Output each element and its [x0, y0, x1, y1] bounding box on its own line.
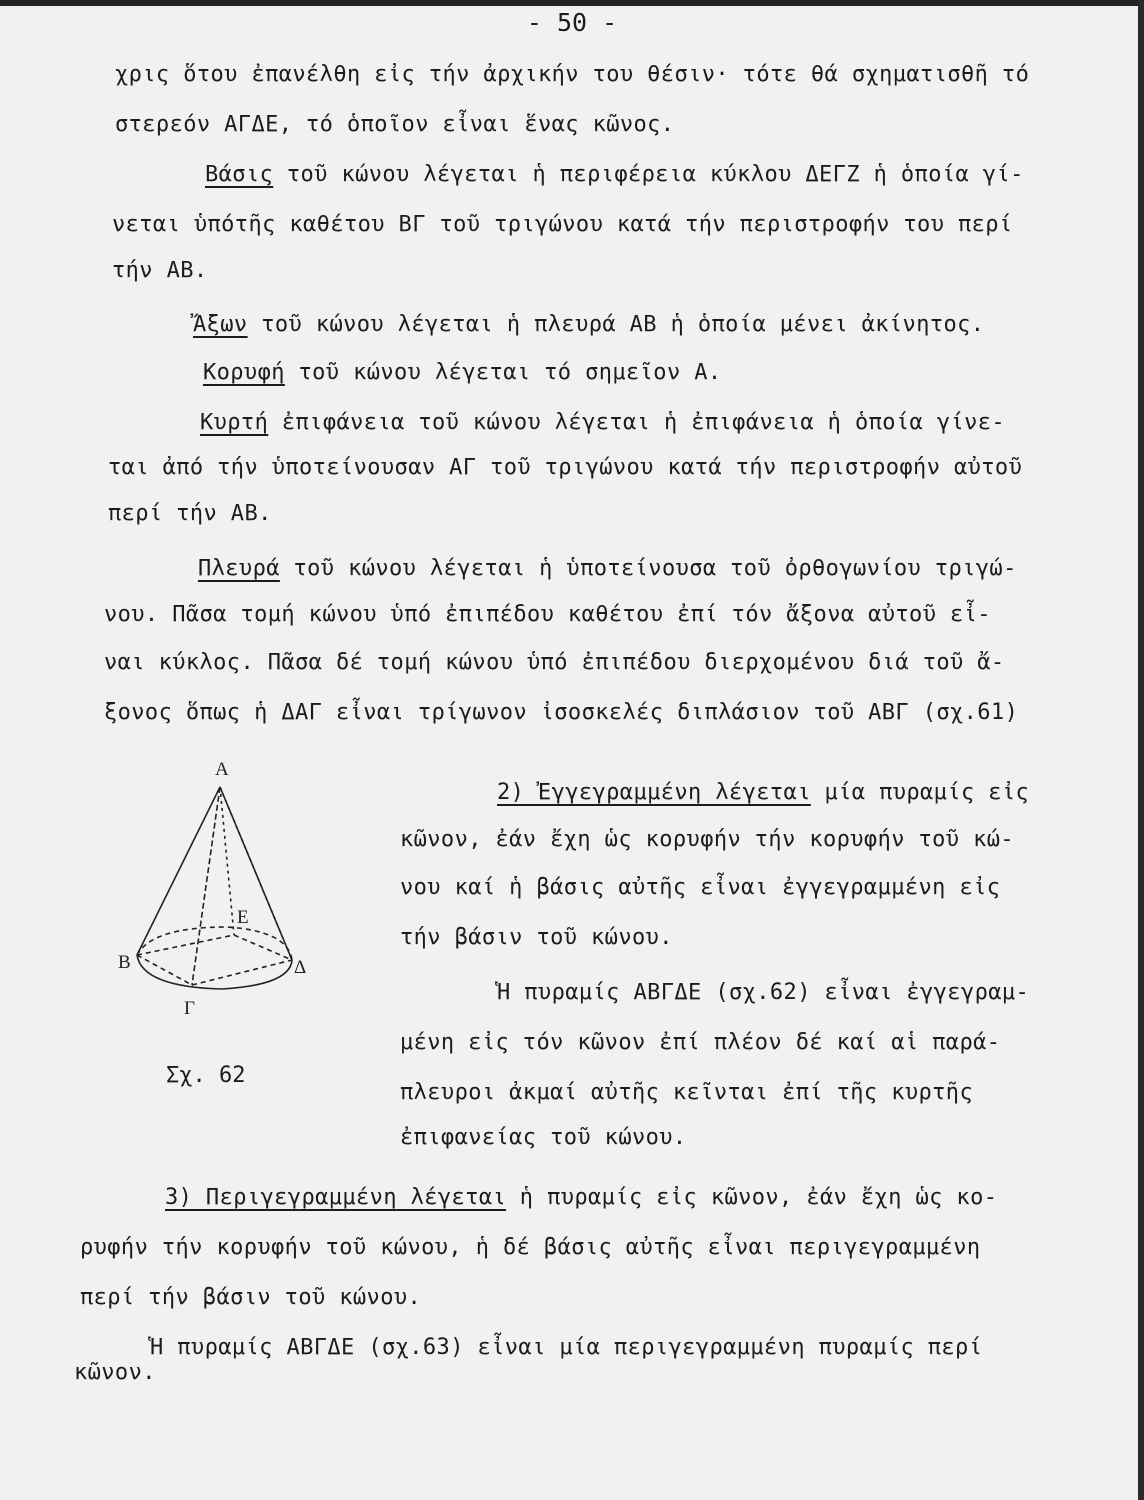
term-side: Πλευρά	[198, 556, 280, 581]
pyramid-edge-AE	[220, 787, 234, 935]
text-line: κῶνον.	[74, 1360, 156, 1385]
text-line: 3) Περιγεγραμμένη λέγεται ἡ πυραμίς εἰς κῶνον, ἐάν ἔχη ὡς κο-	[165, 1185, 998, 1210]
text-line: τήν βάσιν τοῦ κώνου.	[400, 925, 673, 950]
base-edge-GD	[192, 960, 292, 985]
cone-base-back	[137, 927, 292, 960]
text-line: χρις ὅτου ἐπανέλθη εἰς τήν ἀρχικήν του θέσιν· τότε θά σχηματισθῆ τό	[115, 62, 1030, 87]
cone-base-front	[137, 955, 292, 989]
text-line: νου. Πᾶσα τομή κώνου ὑπό ἐπιπέδου καθέτου ἐπί τόν ἄξονα αὐτοῦ εἶ-	[104, 602, 991, 627]
text-line: πλευροι ἀκμαί αὐτῆς κεῖνται ἐπί τῆς κυρτῆς	[400, 1080, 974, 1105]
text-line: ρυφήν τήν κορυφήν τοῦ κώνου, ἡ δέ βάσις αὐτῆς εἶναι περιγεγραμμένη	[80, 1235, 981, 1260]
text-line: περί τήν βάσιν τοῦ κώνου.	[80, 1285, 422, 1310]
figure-caption: Σχ. 62	[166, 1063, 246, 1088]
text-line: Ἡ πυραμίς ΑΒΓΔΕ (σχ.62) εἶναι ἐγγεγραμ-	[497, 980, 1030, 1005]
text-line: ναι κύκλος. Πᾶσα δέ τομή κώνου ὑπό ἐπιπέδου διερχομένου διά τοῦ ἄ-	[104, 650, 1005, 675]
scan-right-edge	[1138, 0, 1144, 1500]
term-circumscribed: 3) Περιγεγραμμένη λέγεται	[165, 1185, 507, 1210]
cone-pyramid-figure	[112, 755, 332, 1035]
text-line: νεται ὑπότῆς καθέτου ΒΓ τοῦ τριγώνου κατά τήν περιστροφήν του περί	[112, 212, 1013, 237]
text-line: περί τήν ΑΒ.	[108, 501, 272, 526]
scan-top-edge	[0, 0, 1144, 6]
term-inscribed: 2) Ἐγγεγραμμένη λέγεται	[497, 780, 811, 805]
text-line: Ἡ πυραμίς ΑΒΓΔΕ (σχ.63) εἶναι μία περιγεγραμμένη πυραμίς περί	[150, 1335, 983, 1360]
text-line: Πλευρά τοῦ κώνου λέγεται ἡ ὑποτείνουσα τοῦ ὀρθογωνίου τριγώ-	[198, 556, 1017, 581]
label-E: Ε	[237, 907, 249, 928]
text-line: ξονος ὅπως ἡ ΔΑΓ εἶναι τρίγωνον ἰσοσκελές διπλάσιον τοῦ ΑΒΓ (σχ.61)	[104, 700, 1019, 725]
label-G: Γ	[184, 998, 195, 1019]
text-line: Κορυφή τοῦ κώνου λέγεται τό σημεῖον Α.	[203, 360, 722, 385]
text-line: ἐπιφανείας τοῦ κώνου.	[400, 1125, 687, 1150]
term-curved-surface: Κυρτή	[200, 410, 269, 435]
text-line: κῶνον, ἐάν ἔχη ὡς κορυφήν τήν κορυφήν τοῦ κώ-	[400, 827, 1015, 852]
label-B: Β	[118, 952, 131, 973]
page-number: - 50 -	[526, 8, 618, 37]
text-line: μένη εἰς τόν κῶνον ἐπί πλέον δέ καί αἱ παρά-	[400, 1030, 1001, 1055]
base-edge-BE	[137, 935, 234, 955]
text-line: Βάσις τοῦ κώνου λέγεται ἡ περιφέρεια κύκλου ΔΕΓΖ ἡ ὁποία γί-	[205, 162, 1024, 187]
text-line: νου καί ἡ βάσις αὐτῆς εἶναι ἐγγεγραμμένη εἰς	[400, 875, 1001, 900]
term-apex: Κορυφή	[203, 360, 285, 385]
term-basis: Βάσις	[205, 162, 274, 187]
text-line: Κυρτή ἐπιφάνεια τοῦ κώνου λέγεται ἡ ἐπιφάνεια ἡ ὁποία γίνε-	[200, 410, 1006, 435]
term-axis: Ἄξων	[193, 312, 248, 337]
label-D: Δ	[294, 957, 307, 978]
text-line: ται ἀπό τήν ὑποτείνουσαν ΑΓ τοῦ τριγώνου κατά τήν περιστροφήν αὐτοῦ	[108, 455, 1023, 480]
text-line: στερεόν ΑΓΔΕ, τό ὁποῖον εἶναι ἕνας κῶνος.	[115, 112, 675, 137]
text-line: 2) Ἐγγεγραμμένη λέγεται μία πυραμίς εἰς	[497, 780, 1030, 805]
text-line: Ἄξων τοῦ κώνου λέγεται ἡ πλευρά ΑΒ ἡ ὁποία μένει ἀκίνητος.	[193, 312, 985, 337]
label-A: Α	[215, 759, 229, 780]
text-line: τήν ΑΒ.	[112, 258, 208, 283]
